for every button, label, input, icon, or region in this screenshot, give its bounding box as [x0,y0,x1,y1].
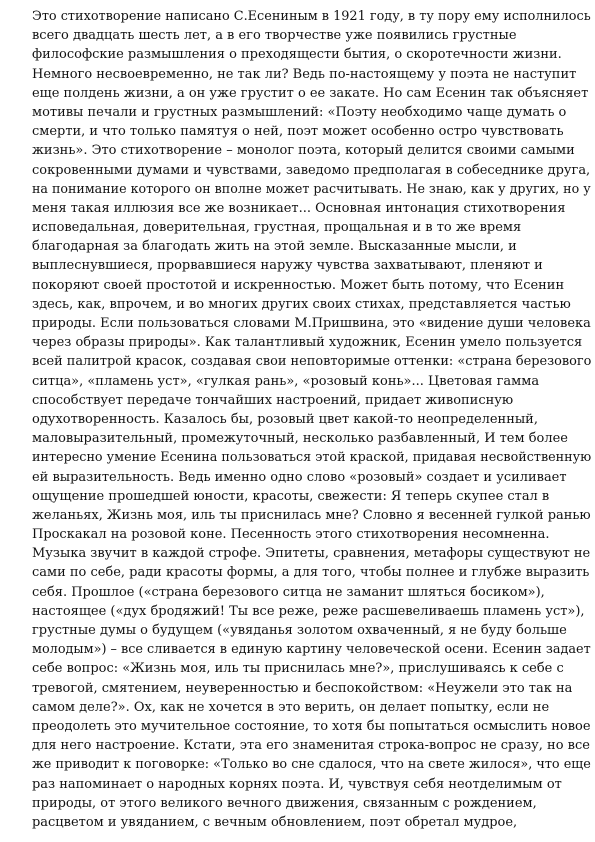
text-line: благодарная за благодать жить на этой земле. Высказанные мысли, и [32,239,517,255]
text-line: ситца», «пламень уст», «гулкая рань», «розовый конь»... Цветовая гамма [32,373,540,389]
text-line: интересно умение Есенина пользоваться этой краской, придавая несвойственную [32,450,592,466]
text-line: одухотворенность. Казалось бы, розовый цвет какой-то неопределенный, [32,411,538,427]
essay-text [32,7,592,832]
text-line: способствует передаче тончайших настроений, придает живописную [32,392,514,408]
text-line: Проскакал на розовой коне. Песенность этого стихотворения несомненна. [32,527,550,543]
text-line: жизнь». Это стихотворение – монолог поэта, который делится своими самыми [32,143,575,159]
text-line: же приводит к поговорке: «Только во сне сдалося, что на свете жилося», что еще [32,757,591,773]
text-line: Немного несвоевременно, не так ли? Ведь по-настоящему у поэта не наступит [32,66,577,82]
text-line: природы, от этого великого вечного движения, связанным с рождением, [32,795,537,811]
text-line: настоящее («дух бродяжий! Ты все реже, реже расшевеливаешь пламень уст»), [32,603,585,619]
text-line: еще полдень жизни, а он уже грустит о ее закате. Но сам Есенин так объясняет [32,85,589,101]
text-line: через образы природы». Как талантливый художник, Есенин умело пользуется [32,335,583,351]
text-line: философские размышления о преходящести бытия, о скоротечности жизни. [32,47,562,63]
text-line: маловыразительный, промежуточный, несколько разбавленный, И тем более [32,431,568,447]
text-line: Это стихотворение написано С.Есениным в 1921 году, в ту пору ему исполнилось [32,9,591,24]
text-line: всей палитрой красок, создавая свои неповторимые оттенки: «страна березового [32,354,592,370]
text-line: грустные думы о будущем («увяданья золотом охваченный, я не буду больше [32,623,567,638]
text-line: молодым») – все сливается в единую картину человеческой осени. Есенин задает [32,642,591,658]
text-line: тревогой, смятением, неуверенностью и беспокойством: «Неужели это так на [32,680,573,696]
text-line: себе вопрос: «Жизнь моя, иль ты приснилась мне?», прислушиваясь к себе с [32,661,564,677]
text-line: покоряют своей простотой и искренностью. Может быть потому, что Есенин [32,277,565,293]
text-line: на понимание которого он вполне может расчитывать. Не знаю, как у других, но у [32,181,591,197]
text-line: раз напоминает о народных корнях поэта. И, чувствуя себя неотделимым от [32,776,562,792]
text-line: самом деле?». Ох, как не хочется в это верить, он делает попытку, если не [32,699,550,715]
text-line: меня такая иллюзия все же возникает... Основная интонация стихотворения [32,200,566,216]
text-line: Музыка звучит в каждой строфе. Эпитеты, сравнения, метафоры существуют не [32,546,591,562]
text-line: ощущение прошедшей юности, красоты, свежести: Я теперь скупее стал в [32,488,550,504]
text-line: природы. Если пользоваться словами М.Пришвина, это «видение души человека [32,316,591,331]
text-line: мотивы печали и грустных размышлений: «Поэту необходимо чаще думать о [32,104,567,120]
text-line: ей выразительность. Ведь именно одно слово «розовый» создает и усиливает [32,469,567,485]
text-line: желаньях, Жизнь моя, иль ты приснилась мне? Словно я весенней гулкой ранью [32,507,591,523]
text-line: смерти, и что только памятуя о ней, поэт может особенно остро чувствовать [32,124,564,140]
text-line: себя. Прошлое («страна березового ситца не заманит шляться босиком»), [32,584,545,600]
text-line: исповедальная, доверительная, грустная, прощальная и в то же время [32,220,522,236]
text-line: выплеснувшиеся, прорвавшиеся наружу чувства захватывают, пленяют и [32,258,543,274]
text-line: для него настроение. Кстати, эта его знаменитая строка-вопрос не сразу, но все [32,738,590,754]
text-line: всего двадцать шесть лет, а в его творчестве уже появились грустные [32,28,517,44]
text-line: расцветом и увяданием, с вечным обновлением, поэт обретал мудрое, [32,814,518,830]
text-line: преодолеть это мучительное состояние, то хотя бы попытаться осмыслить новое [32,718,591,734]
text-line: здесь, как, впрочем, и во многих других своих стихах, представляется частью [32,296,571,312]
text-line: сокровенными думами и чувствами, заведомо предполагая в собеседнике друга, [32,162,591,178]
text-line: сами по себе, ради красоты формы, а для того, чтобы полнее и глубже выразить [32,565,590,581]
